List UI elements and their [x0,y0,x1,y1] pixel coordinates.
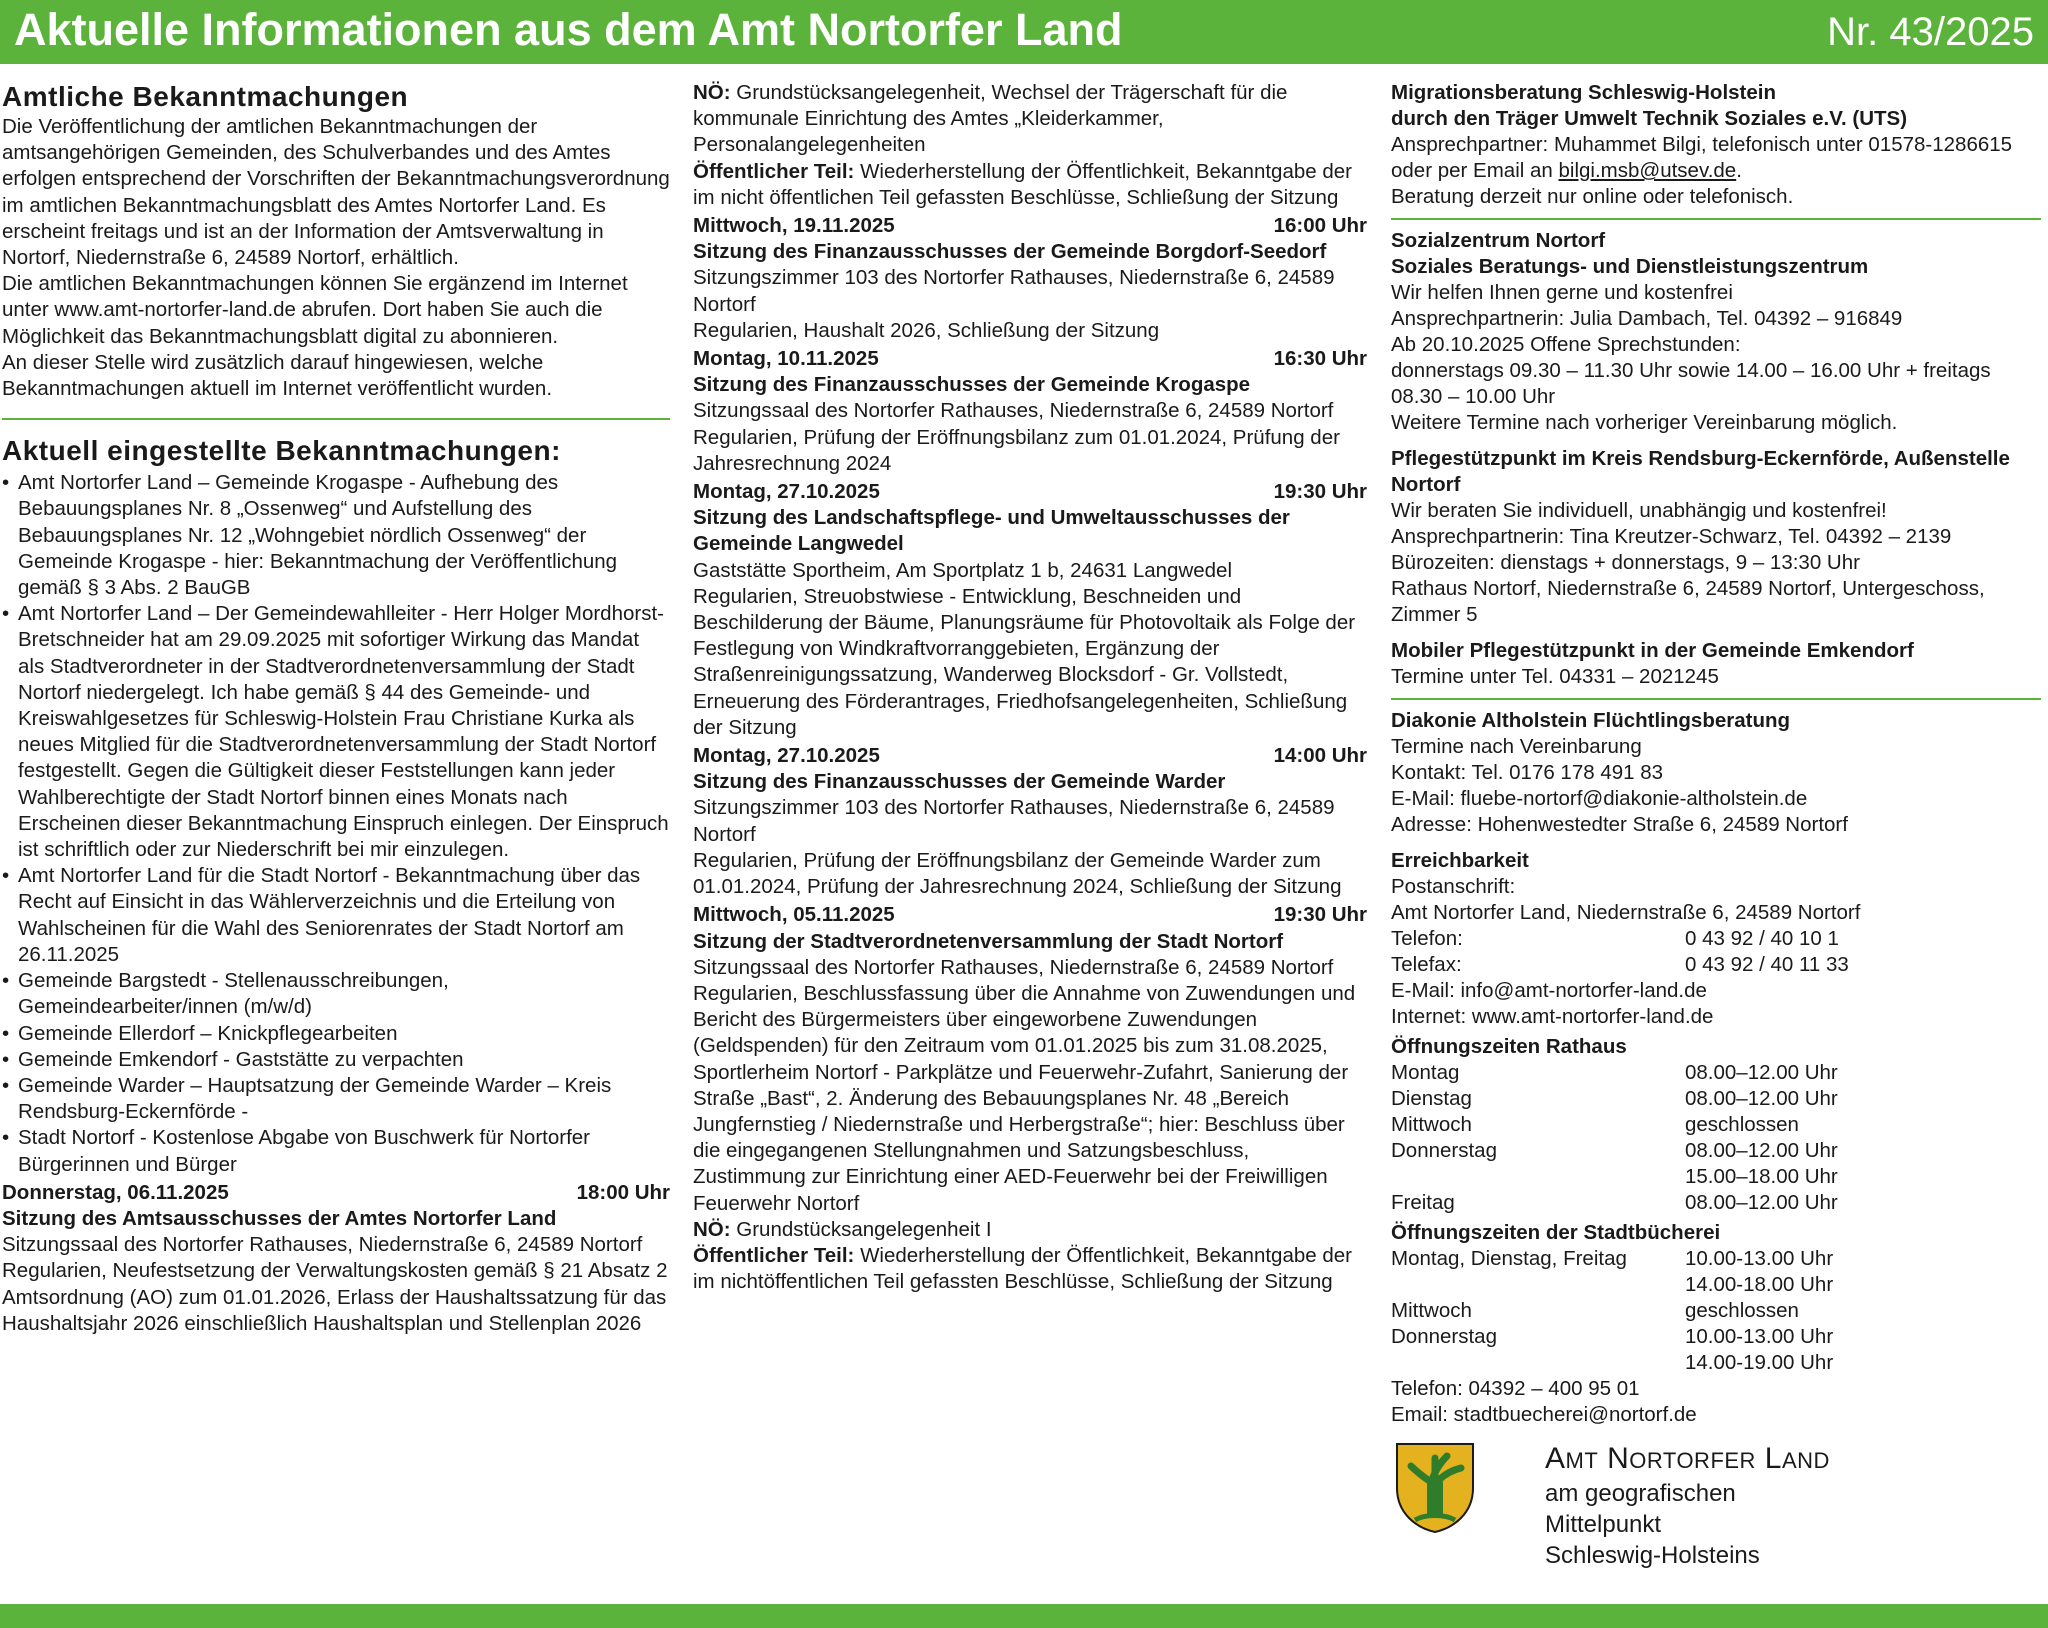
library-email: Email: stadtbuecherei@nortorf.de [1391,1403,1697,1426]
service-line: Wir helfen Ihnen gerne und kostenfrei [1391,281,1733,304]
list-item: • Gemeinde Bargstedt - Stellenausschreibungen, Gemeindearbeiter/innen (m/w/d) [2,968,670,1020]
amt-logo [1391,1442,2041,1569]
service-line: Ansprechpartnerin: Tina Kreutzer-Schwarz, Tel. 04392 – 2139 [1391,525,1952,548]
service-subtitle: durch den Träger Umwelt Technik Soziales e.V. (UTS) [1391,107,1908,130]
contact-post-label: Postanschrift: [1391,875,1516,898]
brand-letter: N [1607,1442,1630,1475]
service-line: donnerstags 09.30 – 11.30 Uhr sowie 14.00 – 16.00 Uhr + freitags 08.30 – 10.00 Uhr [1391,359,1991,408]
column-middle [693,80,1367,1295]
fax-label: Telefax: [1391,953,1462,976]
paragraph: An dieser Stelle wird zusätzlich darauf hingewiesen, welche Bekanntmachungen aktuell im Internet veröffentlicht wurden. [2,350,553,401]
brand-smallcaps: AND [1781,1448,1830,1473]
hours-row [1391,1298,2041,1324]
text: Grundstücksangelegenheit I [736,1217,992,1241]
hours-day: Dienstag [1391,1087,1472,1110]
event-agenda: Regularien, Prüfung der Eröffnungsbilanz zum 01.01.2024, Prüfung der Jahresrechnung 2024 [693,425,1340,475]
event-block [693,213,1367,344]
event-block [693,346,1367,477]
event-time: 19:30 Uhr [1273,480,1367,504]
event-header [693,479,1367,505]
hours-value: 08.00–12.00 Uhr [1685,1191,1838,1214]
section-heading-amtliche: Amtliche Bekanntmachungen [2,81,409,112]
service-title: Diakonie Altholstein Flüchtlingsberatung [1391,709,1791,732]
label: Öffentlicher Teil: [693,1243,855,1267]
hours-value: geschlossen [1685,1113,1799,1136]
event-non-public [693,1217,1367,1243]
hours-value: 10.00-13.00 Uhr [1685,1247,1834,1270]
hours-title: Öffnungszeiten der Stadtbücherei [1391,1221,1721,1244]
event-title: Sitzung des Landschaftspflege- und Umweltausschusses der Gemeinde Langwedel [693,506,1290,556]
phone-value: 0 43 92 / 40 10 1 [1685,927,1839,950]
contact-phone-row [1391,926,2041,952]
paragraph: Die amtlichen Bekanntmachungen können Sie ergänzend im Internet unter www.amt-nortorfer-land.de abrufen. Dort haben Sie auch die Möglichkeit das Bekanntmachungsblatt digital zu abonnieren. [2,272,628,348]
event-block [693,743,1367,900]
event-date: Donnerstag, 06.11.2025 [2,1180,229,1204]
hours-row [1391,1164,2041,1190]
hours-row [1391,1324,2041,1350]
hours-day: Montag [1391,1061,1460,1084]
event-date: Mittwoch, 05.11.2025 [693,903,895,927]
hours-row [1391,1138,2041,1164]
event-place: Gaststätte Sportheim, Am Sportplatz 1 b, 24631 Langwedel [693,558,1233,582]
hours-day [1391,1350,1685,1376]
hours-value: 08.00–12.00 Uhr [1685,1139,1838,1162]
list-item: • Gemeinde Warder – Hauptsatzung der Gemeinde Warder – Kreis Rendsburg-Eckernförde - [2,1073,670,1125]
section-heading-aktuell: Aktuell eingestellte Bekanntmachungen: [2,435,561,467]
hours-day: Mittwoch [1391,1113,1472,1136]
brand-smallcaps: MT [1565,1448,1599,1473]
brand-name [1545,1442,1830,1478]
event-agenda: Regularien, Streuobstwiese - Entwicklung, Beschneiden und Beschilderung der Bäume, Planungsräume für Photovoltaik als Folge der Festlegung von Windkraftvorranggebieten, Ergänzung der Straßenreinigungssatzung, Wanderweg Blocksdorf - Gr. Vollstedt, Erneuerung des Förderantrages, Friedhofsangelegenheiten, Schließung der Sitzung [693,584,1356,739]
event-time: 14:00 Uhr [1273,744,1367,768]
contact-email: E-Mail: info@amt-nortorfer-land.de [1391,979,1707,1002]
column-left [2,80,670,1337]
event-block [693,902,1367,1295]
contact-address: Amt Nortorfer Land, Niedernstraße 6, 24589 Nortorf [1391,901,1861,924]
event-place: Sitzungssaal des Nortorfer Rathauses, Niedernstraße 6, 24589 Nortorf [693,955,1334,979]
punctuation: . [1736,159,1742,182]
library-phone: Telefon: 04392 – 400 95 01 [1391,1377,1640,1400]
event-public [693,1243,1367,1295]
event-title: Sitzung der Stadtverordnetenversammlung der Stadt Nortorf [693,929,1284,953]
hours-value: 10.00-13.00 Uhr [1685,1325,1834,1348]
label: NÖ: [693,81,731,104]
service-subtitle: Soziales Beratungs- und Dienstleistungszentrum [1391,255,1869,278]
event-date: Mittwoch, 19.11.2025 [693,214,895,238]
fax-value: 0 43 92 / 40 11 33 [1685,953,1849,976]
hours-day [1391,1164,1685,1190]
event-title: Sitzung des Finanzausschusses der Gemeinde Warder [693,770,1226,794]
event-public [693,159,1367,211]
service-line: E-Mail: fluebe-nortorf@diakonie-altholstein.de [1391,787,1808,810]
hours-row [1391,1190,2041,1216]
brand-letter: L [1764,1442,1782,1475]
event-time: 16:00 Uhr [1273,214,1367,238]
service-title: Pflegestützpunkt im Kreis Rendsburg-Eckernförde, Außenstelle Nortorf [1391,447,2010,496]
list-item: • Amt Nortorfer Land für die Stadt Nortorf - Bekanntmachung über das Recht auf Einsicht in das Wählerverzeichnis und die Erteilung von Wahlscheinen für die Wahl des Seniorenrates der Stadt Nortorf am 26.11.2025 [2,863,670,968]
service-title: Migrationsberatung Schleswig-Holstein [1391,81,1776,104]
hours-title: Öffnungszeiten Rathaus [1391,1035,1627,1058]
brand-tagline: am geografischen [1545,1480,1736,1507]
service-note: Beratung derzeit nur online oder telefonisch. [1391,185,1794,208]
service-line: Weitere Termine nach vorheriger Vereinbarung möglich. [1391,411,1898,434]
hours-value: 14.00-18.00 Uhr [1685,1273,1834,1296]
brand-tagline: Schleswig-Holsteins [1545,1542,1760,1569]
divider [1391,218,2041,220]
hours-day: Freitag [1391,1191,1455,1214]
hours-row [1391,1112,2041,1138]
event-block [2,1180,670,1337]
service-title: Sozialzentrum Nortorf [1391,229,1606,252]
hours-value: geschlossen [1685,1299,1799,1322]
spacer [1391,628,2041,638]
hours-day: Donnerstag [1391,1139,1497,1162]
service-line: Ansprechpartnerin: Julia Dambach, Tel. 04392 – 916849 [1391,307,1903,330]
event-agenda: Regularien, Prüfung der Eröffnungsbilanz der Gemeinde Warder zum 01.01.2024, Prüfung der Jahresrechnung 2024, Schließung der Sitzung [693,848,1342,899]
list-item: • Amt Nortorfer Land – Der Gemeindewahlleiter - Herr Holger Mordhorst-Bretschneider hat am 29.09.2025 mit sofortiger Wirkung das Mandat als Stadtverordneter in der Stadtverordnetenversammlung der Stadt Nortorf niedergelegt. Ich habe gemäß § 44 des Gemeinde- und Kreiswahlgesetzes für Schleswig-Holstein Frau Christiane Kurka als neues Mitglied für die Stadtverordnetenversammlung der Stadt Nortorf festgestellt. Gegen die Gültigkeit dieser Feststellungen kann jeder Wahlberechtigte der Stadt Nortorf binnen eines Monats nach Erscheinen dieser Bekanntmachung Einspruch einlegen. Der Einspruch ist schriftlich oder zur Niederschrift bei mir einzulegen. [2,601,670,863]
service-contact [1391,132,2041,184]
service-line: Wir beraten Sie individuell, unabhängig und kostenfrei! [1391,499,1887,522]
spacer [1391,436,2041,446]
event-agenda: Regularien, Haushalt 2026, Schließung der Sitzung [693,318,1160,342]
column-right [1391,80,2041,1569]
text: Grundstücksangelegenheit, Wechsel der Trägerschaft für die kommunale Einrichtung des Amtes „Kleiderkammer, Personalangelegenheiten [693,81,1288,157]
hours-value: 15.00–18.00 Uhr [1685,1165,1838,1188]
brand-text [1545,1442,1830,1571]
label: Öffentlicher Teil: [693,159,855,183]
hours-day: Mittwoch [1391,1299,1472,1322]
event-title: Sitzung des Finanzausschusses der Gemeinde Krogaspe [693,373,1251,397]
event-date: Montag, 27.10.2025 [693,480,880,504]
coat-of-arms-icon [1395,1442,1475,1534]
contact-web: Internet: www.amt-nortorfer-land.de [1391,1005,1714,1028]
event-header [693,346,1367,372]
brand-smallcaps: ORTORFER [1629,1448,1756,1473]
list-item: • Gemeinde Ellerdorf – Knickpflegearbeiten [2,1021,670,1047]
hours-row [1391,1272,2041,1298]
text: Wiederherstellung der Öffentlichkeit, Bekanntgabe der im nichtöffentlichen Teil gefassten Beschlüsse, Schließung der Sitzung [693,1243,1352,1294]
hours-row [1391,1246,2041,1272]
event-block [693,479,1367,741]
service-line: Bürozeiten: dienstags + donnerstags, 9 – 13:30 Uhr [1391,551,1860,574]
phone-label: Telefon: [1391,927,1463,950]
event-date: Montag, 27.10.2025 [693,744,880,768]
hours-row [1391,1086,2041,1112]
hours-value: 08.00–12.00 Uhr [1685,1061,1838,1084]
spacer [1391,838,2041,848]
hours-value: 08.00–12.00 Uhr [1685,1087,1838,1110]
hours-day [1391,1272,1685,1298]
event-non-public [693,80,1367,159]
issue-number: Nr. 43/2025 [1827,10,2034,54]
event-title: Sitzung des Finanzausschusses der Gemeinde Borgdorf-Seedorf [693,240,1327,264]
service-line: Rathaus Nortorf, Niedernstraße 6, 24589 Nortorf, Untergeschoss, Zimmer 5 [1391,577,1985,626]
divider [1391,698,2041,700]
service-line: Termine unter Tel. 04331 – 2021245 [1391,665,1719,688]
contact-title: Erreichbarkeit [1391,849,1529,872]
service-line: Kontakt: Tel. 0176 178 491 83 [1391,761,1664,784]
label: NÖ: [693,1217,731,1241]
service-line: Adresse: Hohenwestedter Straße 6, 24589 Nortorf [1391,813,1848,836]
event-header [693,213,1367,239]
event-place: Sitzungssaal des Nortorfer Rathauses, Niedernstraße 6, 24589 Nortorf [2,1233,643,1257]
service-line: Termine nach Vereinbarung [1391,735,1642,758]
list-item: • Gemeinde Emkendorf - Gaststätte zu verpachten [2,1047,670,1073]
list-item: • Stadt Nortorf - Kostenlose Abgabe von Buschwerk für Nortorfer Bürgerinnen und Bürger [2,1125,670,1177]
event-time: 16:30 Uhr [1273,347,1367,371]
event-header [2,1180,670,1206]
contact-fax-row [1391,952,2041,978]
hours-day: Montag, Dienstag, Freitag [1391,1247,1627,1270]
event-place: Sitzungszimmer 103 des Nortorfer Rathauses, Niedernstraße 6, 24589 Nortorf [693,266,1335,316]
page-header [0,0,2048,64]
event-header [693,743,1367,769]
event-time: 18:00 Uhr [576,1180,670,1204]
text: Wiederherstellung der Öffentlichkeit, Bekanntgabe der im nicht öffentlichen Teil gefassten Beschlüsse, Schließung der Sitzung [693,159,1352,209]
event-place: Sitzungssaal des Nortorfer Rathauses, Niedernstraße 6, 24589 Nortorf [693,399,1334,423]
hours-day: Donnerstag [1391,1325,1497,1348]
service-title: Mobiler Pflegestützpunkt in der Gemeinde Emkendorf [1391,639,1914,662]
event-header [693,902,1367,928]
brand-tagline: Mittelpunkt [1545,1511,1662,1538]
contact-text: Ansprechpartner: Muhammet Bilgi, telefonisch unter 01578-1286615 oder per Email an [1391,133,2013,182]
hours-value: 14.00-19.00 Uhr [1685,1351,1834,1374]
event-title: Sitzung des Amtsausschusses der Amtes Nortorfer Land [2,1206,557,1230]
hours-row [1391,1060,2041,1086]
announcement-list [2,470,670,1177]
event-agenda: Regularien, Beschlussfassung über die Annahme von Zuwendungen und Bericht des Bürgermeisters über eingeworbene Zuwendungen (Geldspenden) für den Zeitraum vom 01.01.2025 bis zum 31.08.2025, Sportlerheim Nortorf - Parkplätze und Feuerwehr-Zufahrt, Sanierung der Straße „Bast“, 2. Änderung des Bebauungsplanes Nr. 48 „Bereich Jungfernstieg / Niedernstraße und Herbergstraße“; hier: Beschluss über die eingegangenen Stellungnahmen und Satzungsbeschluss, Zustimmung zur Einrichtung einer AED-Feuerwehr bei der Freiwilligen Feuerwehr Nortorf [693,981,1356,1215]
event-date: Montag, 10.11.2025 [693,347,879,371]
hours-row [1391,1350,2041,1376]
event-place: Sitzungszimmer 103 des Nortorfer Rathauses, Niedernstraße 6, 24589 Nortorf [693,796,1335,846]
email-link[interactable]: bilgi.msb@utsev.de [1558,159,1737,182]
paragraph: Die Veröffentlichung der amtlichen Bekanntmachungen der amtsangehörigen Gemeinden, des Schulverbandes und des Amtes erfolgen entsprechend der Vorschriften der Bekanntmachungsverordnung im amtlichen Bekanntmachungsblatt des Amtes Nortorfer Land. Es erscheint freitags und ist an der Information der Amtsverwaltung in Nortorf, Niedernstraße 6, 24589 Nortorf, erhältlich. [2,115,670,270]
page-title: Aktuelle Informationen aus dem Amt Nortorfer Land [14,4,1123,55]
service-line: Ab 20.10.2025 Offene Sprechstunden: [1391,333,1741,356]
page-footer-bar [0,1604,2048,1628]
event-time: 19:30 Uhr [1273,903,1367,927]
list-item: • Amt Nortorfer Land – Gemeinde Krogaspe - Aufhebung des Bebauungsplanes Nr. 8 „Ossenweg“ und Aufstellung des Bebauungsplanes Nr. 12 „Wohngebiet nördlich Ossenweg“ der Gemeinde Krogaspe - hier: Bekanntmachung der Veröffentlichung gemäß § 3 Abs. 2 BauGB [2,470,670,601]
divider [2,418,670,420]
event-agenda: Regularien, Neufestsetzung der Verwaltungskosten gemäß § 21 Absatz 2 Amtsordnung (AO) zum 01.01.2026, Erlass der Haushaltssatzung für das Haushaltsjahr 2026 einschließlich Haushaltsplan und Stellenplan 2026 [2,1259,668,1335]
brand-letter: A [1545,1442,1566,1475]
